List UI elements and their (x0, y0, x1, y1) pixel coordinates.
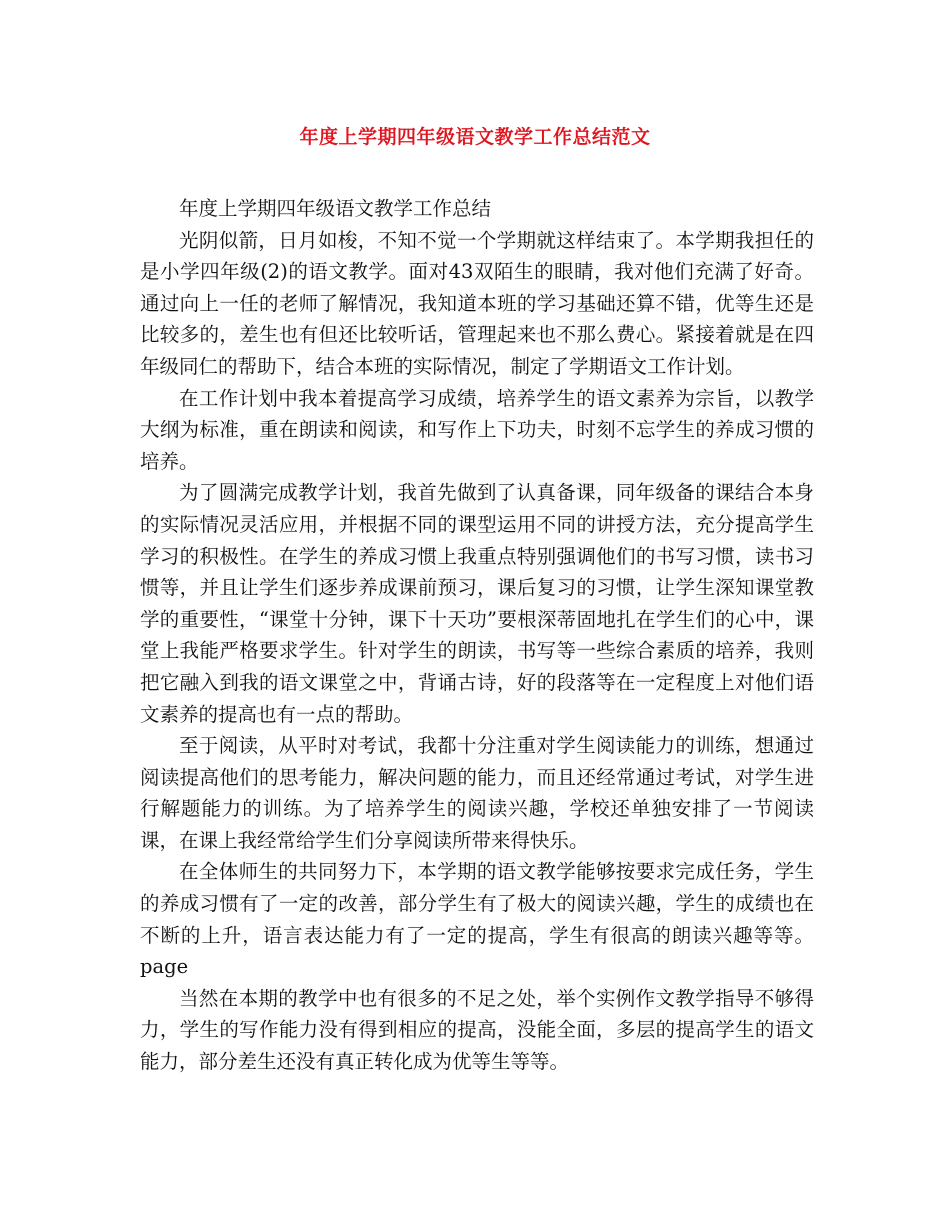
body-paragraph: 至于阅读，从平时对考试，我都十分注重对学生阅读能力的训练，想通过阅读提高他们的思考能力，解决问题的能力，而且还经常通过考试，对学生进行解题能力的训练。为了培养学生的阅读兴趣，学校还单独安排了一节阅读课，在课上我经常给学生们分享阅读所带来得快乐。 (140, 734, 814, 852)
body-paragraph: 在全体师生的共同努力下，本学期的语文教学能够按要求完成任务，学生的养成习惯有了一定的改善，部分学生有了极大的阅读兴趣，学生的成绩也在不断的上升，语言表达能力有了一定的提高，学生有很高的朗读兴趣等等。page (140, 860, 814, 979)
document-body (140, 193, 814, 1078)
body-paragraph: 为了圆满完成教学计划，我首先做到了认真备课，同年级备的课结合本身的实际情况灵活应用，并根据不同的课型运用不同的讲授方法，充分提高学生学习的积极性。在学生的养成习惯上我重点特别强调他们的书写习惯，读书习惯等，并且让学生们逐步养成课前预习，课后复习的习惯，让学生深知课堂教学的重要性，“课堂十分钟，课下十天功”要根深蒂固地扎在学生们的心中，课堂上我能严格要求学生。针对学生的朗读，书写等一些综合素质的培养，我则把它融入到我的语文课堂之中，背诵古诗，好的段落等在一定程度上对他们语文素养的提高也有一点的帮助。 (140, 481, 814, 726)
subtitle-paragraph: 年度上学期四年级语文教学工作总结 (179, 197, 492, 220)
body-paragraph: 在工作计划中我本着提高学习成绩，培养学生的语文素养为宗旨，以教学大纲为标准，重在朗读和阅读，和写作上下功夫，时刻不忘学生的养成习惯的培养。 (140, 386, 814, 473)
document-title: 年度上学期四年级语文教学工作总结范文 (299, 126, 651, 148)
body-paragraph: 光阴似箭，日月如梭，不知不觉一个学期就这样结束了。本学期我担任的是小学四年级(2)的语文教学。面对43双陌生的眼睛，我对他们充满了好奇。通过向上一任的老师了解情况，我知道本班的学习基础还算不错，优等生还是比较多的，差生也有但还比较听话，管理起来也不那么费心。紧接着就是在四年级同仁的帮助下，结合本班的实际情况，制定了学期语文工作计划。 (140, 228, 814, 378)
body-paragraph: 当然在本期的教学中也有很多的不足之处，举个实例作文教学指导不够得力，学生的写作能力没有得到相应的提高，没能全面，多层的提高学生的语文能力，部分差生还没有真正转化成为优等生等等。 (140, 986, 814, 1074)
